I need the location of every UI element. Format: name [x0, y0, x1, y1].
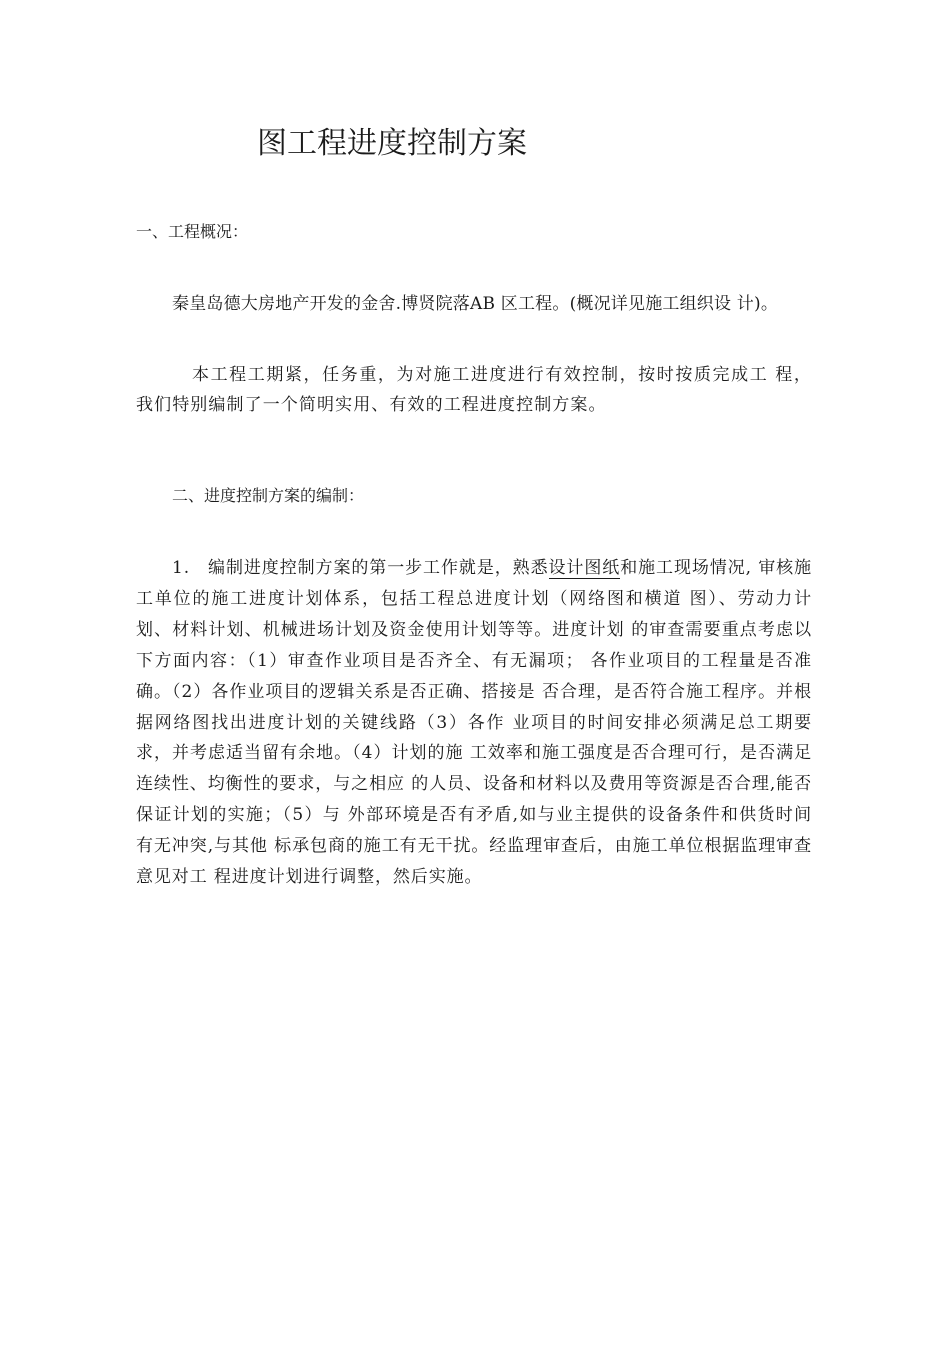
- underlined-term: 设计图纸: [548, 558, 621, 578]
- document-title: 图工程进度控制方案: [257, 126, 527, 161]
- overview-paragraph: 秦皇岛德大房地产开发的金舍.博贤院落AB 区工程。(概况详见施工组织设 计)。: [172, 294, 779, 314]
- section-heading-plan-compilation: 二、进度控制方案的编制：: [172, 486, 365, 505]
- list-item-number: 1.: [172, 558, 191, 578]
- schedule-intro-paragraph: 本工程工期紧，任务重，为对施工进度进行有效控制，按时按质完成工 程，我们特别编制了一个简明实用、有效的工程进度控制方案。: [136, 365, 812, 415]
- item-text-before: 编制进度控制方案的第一步工作就是，熟悉: [208, 558, 549, 578]
- item-text-after: 和施工现场情况, 审核施工单位的施工进度计划体系，包括工程总进度计划（网络图和横道 图）、劳动力计划、材料计划、机械进场计划及资金使用计划等等。进度计划 的审查需要重点考虑以下方面内容：（1）审查作业项目是否齐全、有无漏项； 各作业项目的工程量是否准确。（2）各作业项目的逻辑关系是否正确、搭接是 否合理，是否符合施工程序。并根据网络图找出进度计划的关键线路（3）各作 业项目的时间安排必须满足总工期要求，并考虑适当留有余地。（4）计划的施 工效率和施工强度是否合理可行，是否满足连续性、均衡性的要求，与之相应 的人员、设备和材料以及费用等资源是否合理,能否保证计划的实施；（5）与 外部环境是否有矛盾,如与业主提供的设备条件和供货时间有无冲突,与其他 标承包商的施工有无干扰。经监理审查后，由施工单位根据监理审查意见对工 程进度计划进行调整，然后实施。: [136, 558, 812, 888]
- plan-item-1-paragraph: [136, 553, 812, 893]
- section-heading-overview: 一、工程概况：: [136, 222, 249, 241]
